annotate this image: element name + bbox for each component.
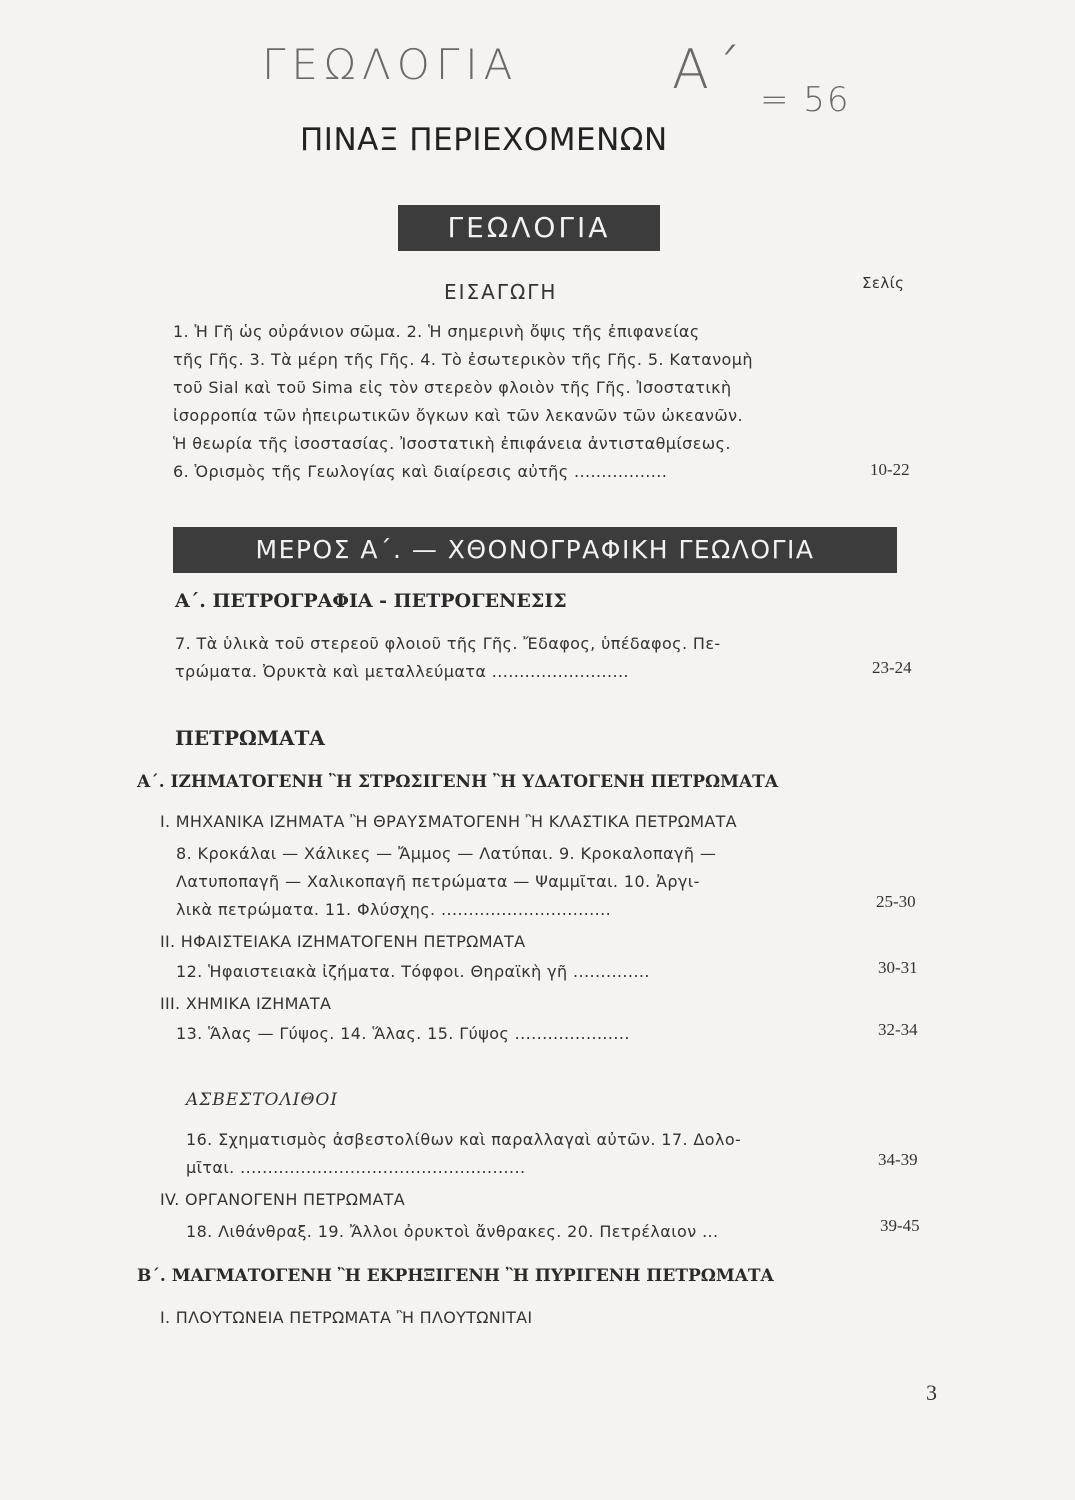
intro-pages: 10-22	[870, 460, 910, 479]
geology-banner: ΓΕΩΛΟΓΙΑ	[398, 205, 660, 251]
magmatic-heading: Β΄. ΜΑΓΜΑΤΟΓΕΝΗ Ἢ ΕΚΡΗΞΙΓΕΝΗ Ἢ ΠΥΡΙΓΕΝΗ ΠΕΤΡΩΜΑΤΑ	[137, 1266, 774, 1286]
part-banner: ΜΕΡΟΣ Α΄. — ΧΘΟΝΟΓΡΑΦΙΚΗ ΓΕΩΛΟΓΙΑ	[173, 527, 897, 573]
handwritten-title: ΓΕΩΛΟΓΙΑ	[262, 40, 519, 89]
mechanical-sediments-line: λικὰ πετρώματα. 11. Φλύσχης. ...............................	[176, 900, 612, 919]
section-a-heading: Α΄. ΠΕΤΡΟΓΡΑΦΙΑ - ΠΕΤΡΟΓΕΝΕΣΙΣ	[175, 590, 567, 612]
rocks-heading: ΠΕΤΡΩΜΑΤΑ	[175, 726, 325, 750]
toc-title: ΠΙΝΑΞ ΠΕΡΙΕΧΟΜΕΝΩΝ	[300, 122, 668, 158]
intro-line: 1. Ἡ Γῆ ὡς οὐράνιον σῶμα. 2. Ἡ σημερινὴ ὄψις τῆς ἐπιφανείας	[173, 322, 700, 341]
volcanic-sediments-heading: ΙΙ. ΗΦΑΙΣΤΕΙΑΚΑ ΙΖΗΜΑΤΟΓΕΝΗ ΠΕΤΡΩΜΑΤΑ	[160, 932, 526, 951]
limestones-line: μῖται. ....................................................	[186, 1158, 526, 1177]
limestones-pages: 34-39	[878, 1150, 918, 1169]
page-number: 3	[926, 1380, 937, 1405]
sedimentary-heading: Α΄. ΙΖΗΜΑΤΟΓΕΝΗ Ἢ ΣΤΡΩΣΙΓΕΝΗ Ἢ ΥΔΑΤΟΓΕΝΗ ΠΕΤΡΩΜΑΤΑ	[137, 772, 779, 792]
handwritten-volume: Α΄	[672, 38, 748, 101]
section-a-line: τρώματα. Ὀρυκτὰ καὶ μεταλλεύματα .........................	[175, 662, 629, 681]
mechanical-sediments-pages: 25-30	[876, 892, 916, 911]
section-a-pages: 23-24	[872, 658, 912, 677]
chemical-sediments-pages: 32-34	[878, 1020, 918, 1039]
plutonic-rocks-heading: Ι. ΠΛΟΥΤΩΝΕΙΑ ΠΕΤΡΩΜΑΤΑ Ἢ ΠΛΟΥΤΩΝΙΤΑΙ	[160, 1308, 533, 1327]
intro-line: τῆς Γῆς. 3. Τὰ μέρη τῆς Γῆς. 4. Τὸ ἐσωτερικὸν τῆς Γῆς. 5. Κατανομὴ	[173, 350, 753, 369]
page-column-label: Σελίς	[862, 274, 905, 292]
organic-rocks-line: 18. Λιθάνθραξ. 19. Ἄλλοι ὀρυκτοὶ ἄνθρακες. 20. Πετρέλαιον ...	[186, 1222, 719, 1241]
organic-rocks-heading: IV. ΟΡΓΑΝΟΓΕΝΗ ΠΕΤΡΩΜΑΤΑ	[160, 1190, 406, 1209]
volcanic-sediments-line: 12. Ἡφαιστειακὰ ἰζήματα. Τόφφοι. Θηραϊκὴ γῆ ..............	[176, 962, 650, 981]
intro-heading: ΕΙΣΑΓΩΓΗ	[444, 280, 558, 304]
mechanical-sediments-line: 8. Κροκάλαι — Χάλικες — Ἄμμος — Λατύπαι. 9. Κροκαλοπαγῆ —	[176, 844, 717, 863]
intro-line: Ἡ θεωρία τῆς ἰσοστασίας. Ἰσοστατικὴ ἐπιφάνεια ἀντισταθμίσεως.	[173, 434, 731, 453]
intro-line: ἰσορροπία τῶν ἠπειρωτικῶν ὄγκων καὶ τῶν λεκανῶν τῶν ὠκεανῶν.	[173, 406, 743, 425]
volcanic-sediments-pages: 30-31	[878, 958, 918, 977]
intro-line: τοῦ Sial καὶ τοῦ Sima εἰς τὸν στερεὸν φλοιὸν τῆς Γῆς. Ἰσοστατικὴ	[173, 378, 732, 397]
chemical-sediments-heading: ΙΙΙ. ΧΗΜΙΚΑ ΙΖΗΜΑΤΑ	[160, 994, 332, 1013]
chemical-sediments-line: 13. Ἅλας — Γύψος. 14. Ἅλας. 15. Γύψος .....................	[176, 1024, 630, 1043]
section-a-line: 7. Τὰ ὑλικὰ τοῦ στερεοῦ φλοιοῦ τῆς Γῆς. Ἔδαφος, ὑπέδαφος. Πε-	[175, 634, 721, 653]
limestones-heading: ΑΣΒΕΣΤΟΛΙΘΟΙ	[186, 1090, 339, 1110]
limestones-line: 16. Σχηματισμὸς ἀσβεστολίθων καὶ παραλλαγαὶ αὐτῶν. 17. Δολο-	[186, 1130, 742, 1149]
mechanical-sediments-line: Λατυποπαγῆ — Χαλικοπαγῆ πετρώματα — Ψαμμῖται. 10. Ἀργι-	[176, 872, 700, 891]
organic-rocks-pages: 39-45	[880, 1216, 920, 1235]
mechanical-sediments-heading: Ι. ΜΗΧΑΝΙΚΑ ΙΖΗΜΑΤΑ Ἢ ΘΡΑΥΣΜΑΤΟΓΕΝΗ Ἢ ΚΛΑΣΤΙΚΑ ΠΕΤΡΩΜΑΤΑ	[160, 812, 737, 831]
intro-line: 6. Ὁρισμὸς τῆς Γεωλογίας καὶ διαίρεσις αὐτῆς .................	[173, 462, 668, 481]
handwritten-count: = 56	[760, 80, 851, 120]
